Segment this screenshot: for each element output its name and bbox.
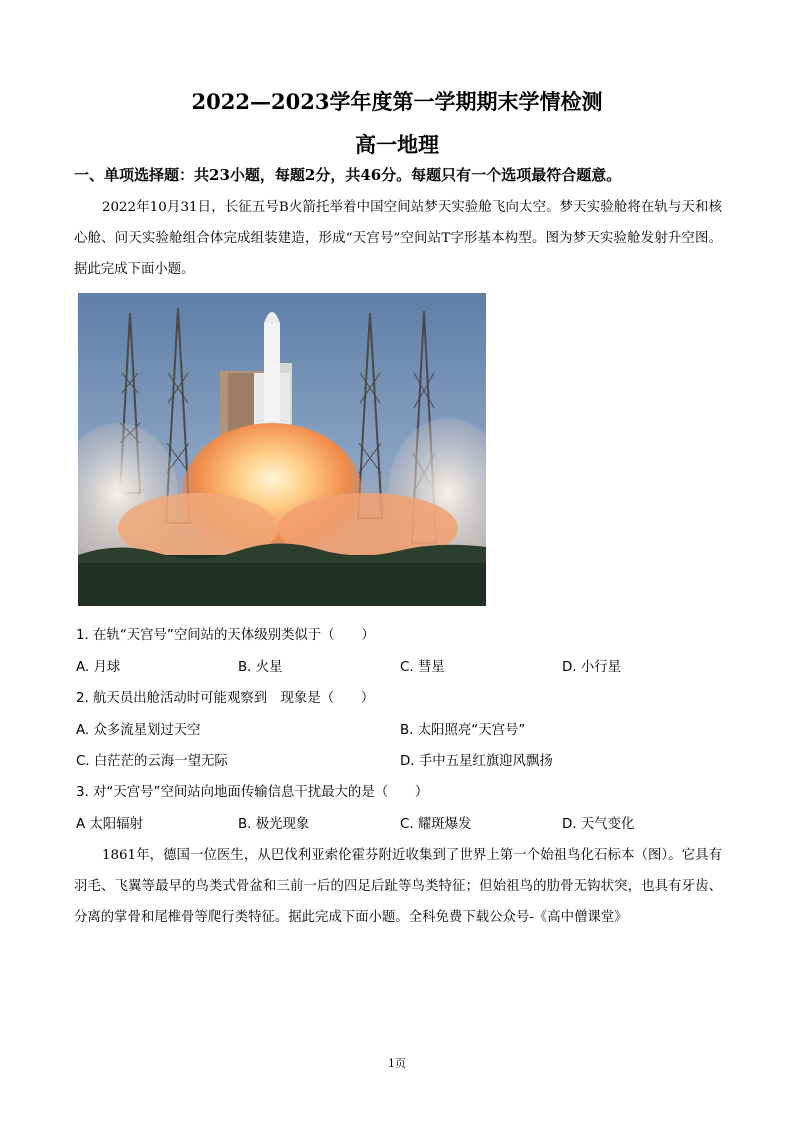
question-3-option-b: B. 极光现象 [238,817,310,832]
question-3-option-d: D. 天气变化 [562,817,635,832]
passage-archaeopteryx: 1861年，德国一位医生，从巴伐利亚索伦霍芬附近收集到了世界上第一个始祖鸟化石标本（图）。它具有羽毛、飞翼等最早的鸟类式骨盆和三前一后的四足后趾等鸟类特征；但始祖鸟的肋骨无钩状突，也具有牙齿、分离的掌骨和尾椎骨等爬行类特征。据此完成下面小题。全科免费下载公众号-《高中僧课堂》 [74,848,722,925]
question-1-option-c: C. 彗星 [400,660,445,675]
question-2-option-d: D. 手中五星红旗迎风飘扬 [400,754,553,769]
question-2-option-c: C. 白茫茫的云海一望无际 [76,754,228,769]
question-1-stem: 1. 在轨“天宫号”空间站的天体级别类似于（ ） [76,628,375,643]
exam-title: 2022—2023学年度第一学期期末学情检测 [191,89,603,114]
question-1-option-a: A. 月球 [76,660,121,675]
section-heading: 一、单项选择题：共23小题，每题2分，共46分。每题只有一个选项最符合题意。 [74,166,622,184]
passage-rocket-launch: 2022年10月31日，长征五号B火箭托举着中国空间站梦天实验舱飞向太空。梦天实验舱将在轨与天和核心舱、问天实验舱组合体完成组装建造，形成“天宫号”空间站T字形基本构型。图为梦天实验舱发射升空图。据此完成下面小题。 [74,200,722,277]
question-3-option-a: A 太阳辐射 [76,817,143,832]
subject-title: 高一地理 [355,132,439,157]
question-3-option-c: C. 耀斑爆发 [400,817,472,832]
question-2-stem: 2. 航天员出舱活动时可能观察到 现象是（ ） [76,691,375,706]
question-2-option-a: A. 众多流星划过天空 [76,723,201,738]
rocket-launch-photo [78,293,486,606]
question-1-option-d: D. 小行星 [562,660,621,675]
question-1-option-b: B. 火星 [238,660,283,675]
question-3-stem: 3. 对“天宫号”空间站向地面传输信息干扰最大的是（ ） [76,785,429,800]
question-2-option-b: B. 太阳照亮“天宫号” [400,723,526,738]
page-number: 1页 [388,1057,406,1070]
